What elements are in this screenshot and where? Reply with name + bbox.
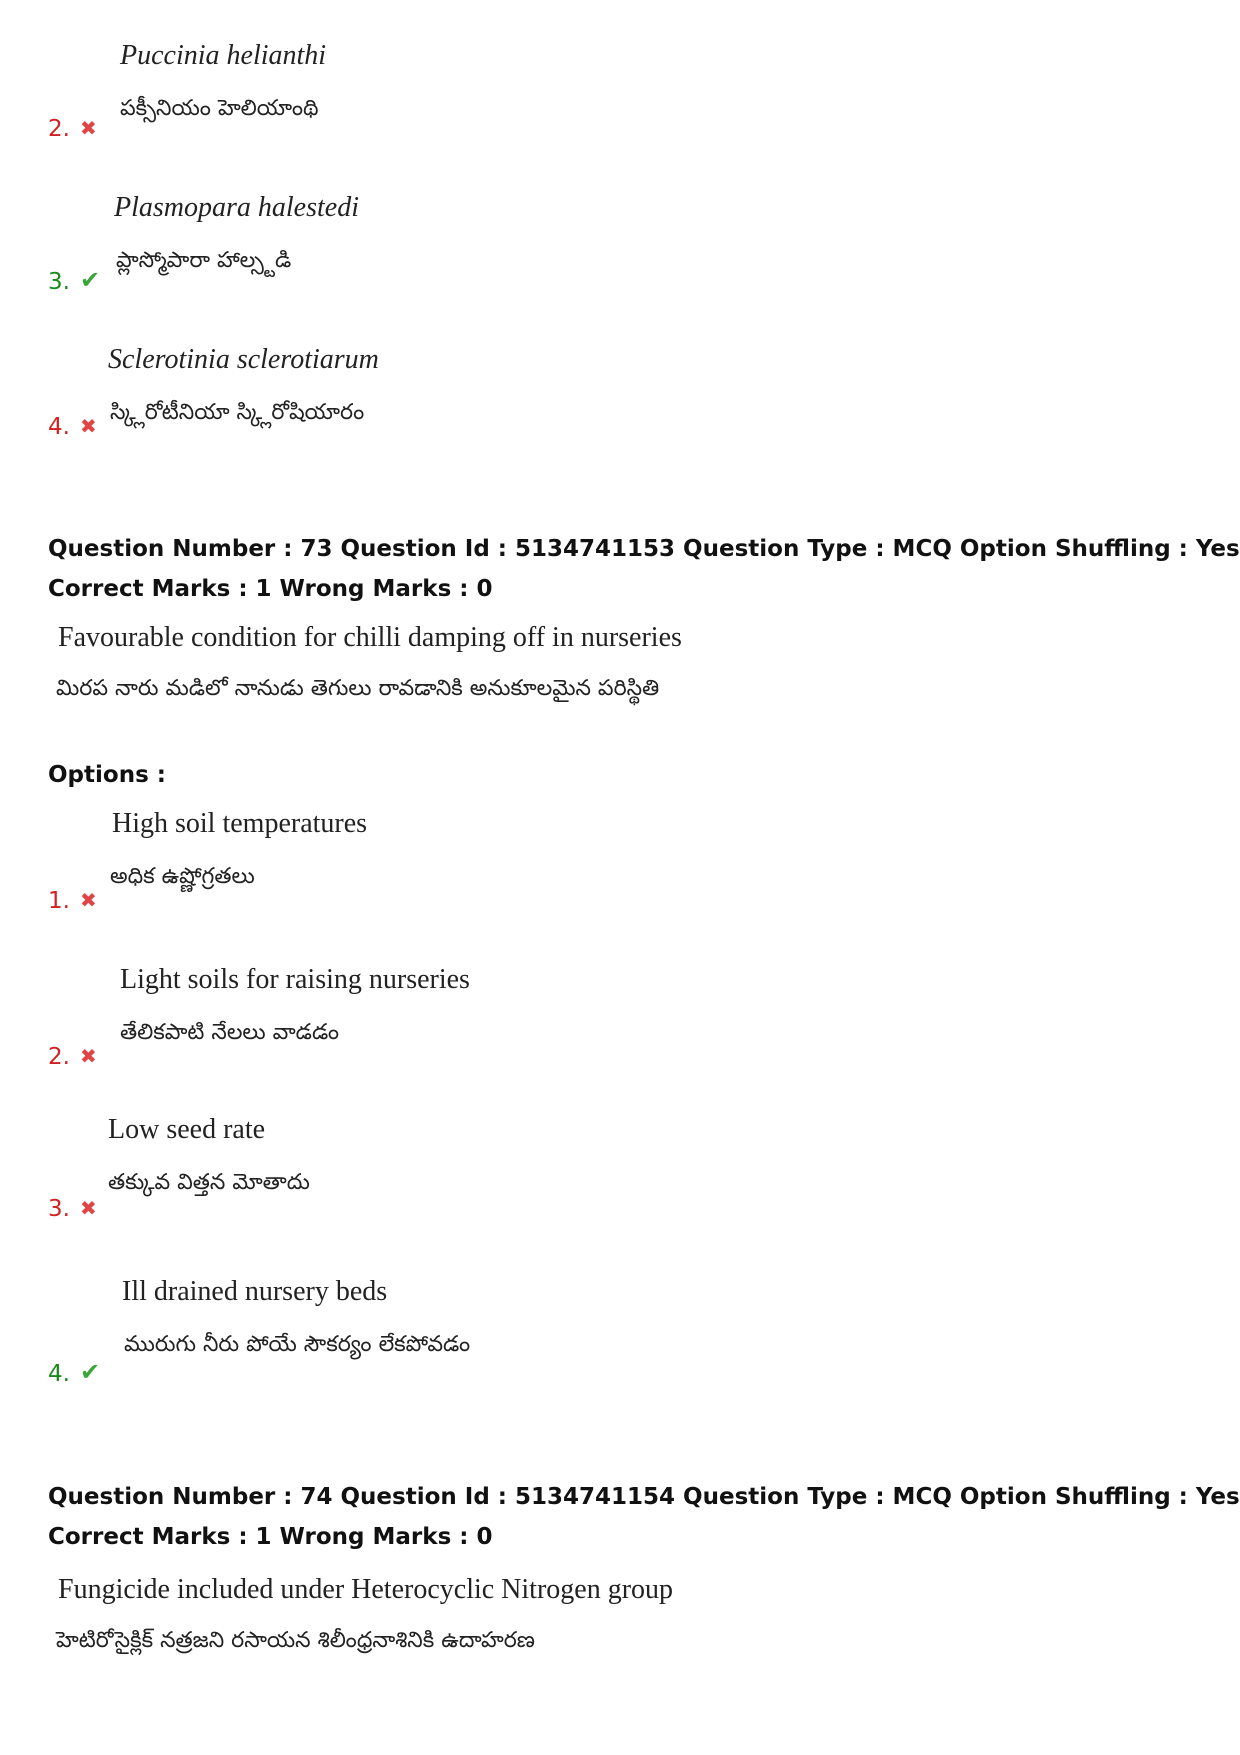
options-label: Options :: [48, 762, 166, 788]
wrong-mark-icon: ✖: [79, 414, 97, 438]
option-number: 2. ✖: [48, 1044, 97, 1070]
question-stem-te: మిరప నారు మడిలో నానుడు తెగులు రావడానికి అనుకూలమైన పరిస్థితి: [56, 676, 660, 701]
option-text-en: Plasmopara halestedi: [114, 192, 359, 223]
option-number: 4. ✔: [48, 1358, 101, 1387]
correct-mark-icon: ✔: [79, 266, 101, 294]
option-text-te: అధిక ఉష్ణోగ్రతలు: [110, 864, 255, 889]
option-text-en: Sclerotinia sclerotiarum: [108, 344, 379, 375]
option-text-te: తక్కువ విత్తన మోతాదు: [108, 1170, 310, 1195]
option-number: 3. ✔: [48, 266, 101, 295]
wrong-mark-icon: ✖: [79, 888, 97, 912]
option-text-en: Puccinia helianthi: [120, 40, 327, 71]
question-stem-en: Favourable condition for chilli damping off in nurseries: [58, 622, 682, 653]
option-number: 1. ✖: [48, 888, 97, 914]
option-text-te: ప్లాస్మోపారా హాల్స్టడి: [116, 248, 292, 273]
option-text-te: తేలికపాటి నేలలు వాడడం: [120, 1020, 340, 1045]
wrong-mark-icon: ✖: [79, 116, 97, 140]
option-text-en: Ill drained nursery beds: [122, 1276, 388, 1307]
marks-line: Correct Marks : 1 Wrong Marks : 0: [48, 1524, 493, 1550]
correct-mark-icon: ✔: [79, 1358, 101, 1386]
option-text-te: పక్సీనియం హెలియాంథి: [120, 96, 319, 121]
option-text-en: High soil temperatures: [112, 808, 368, 839]
option-number: 2. ✖: [48, 116, 97, 142]
question-stem-en: Fungicide included under Heterocyclic Nitrogen group: [58, 1574, 674, 1605]
option-number: 3. ✖: [48, 1196, 97, 1222]
option-text-te: స్క్లిరోటీనియా స్క్లిరోషియారం: [110, 400, 365, 425]
question-header: Question Number : 73 Question Id : 5134741153 Question Type : MCQ Option Shuffling : Yes: [48, 536, 1240, 562]
option-text-en: Low seed rate: [108, 1114, 266, 1145]
wrong-mark-icon: ✖: [79, 1044, 97, 1068]
question-stem-te: హెటిరోసైక్లిక్ నత్రజని రసాయన శిలీంధ్రనాశినికి ఉదాహరణ: [56, 1628, 535, 1653]
option-text-te: మురుగు నీరు పోయే సౌకర్యం లేకపోవడం: [124, 1332, 471, 1357]
marks-line: Correct Marks : 1 Wrong Marks : 0: [48, 576, 493, 602]
question-header: Question Number : 74 Question Id : 5134741154 Question Type : MCQ Option Shuffling : Yes: [48, 1484, 1240, 1510]
option-number: 4. ✖: [48, 414, 97, 440]
option-text-en: Light soils for raising nurseries: [120, 964, 470, 995]
wrong-mark-icon: ✖: [79, 1196, 97, 1220]
